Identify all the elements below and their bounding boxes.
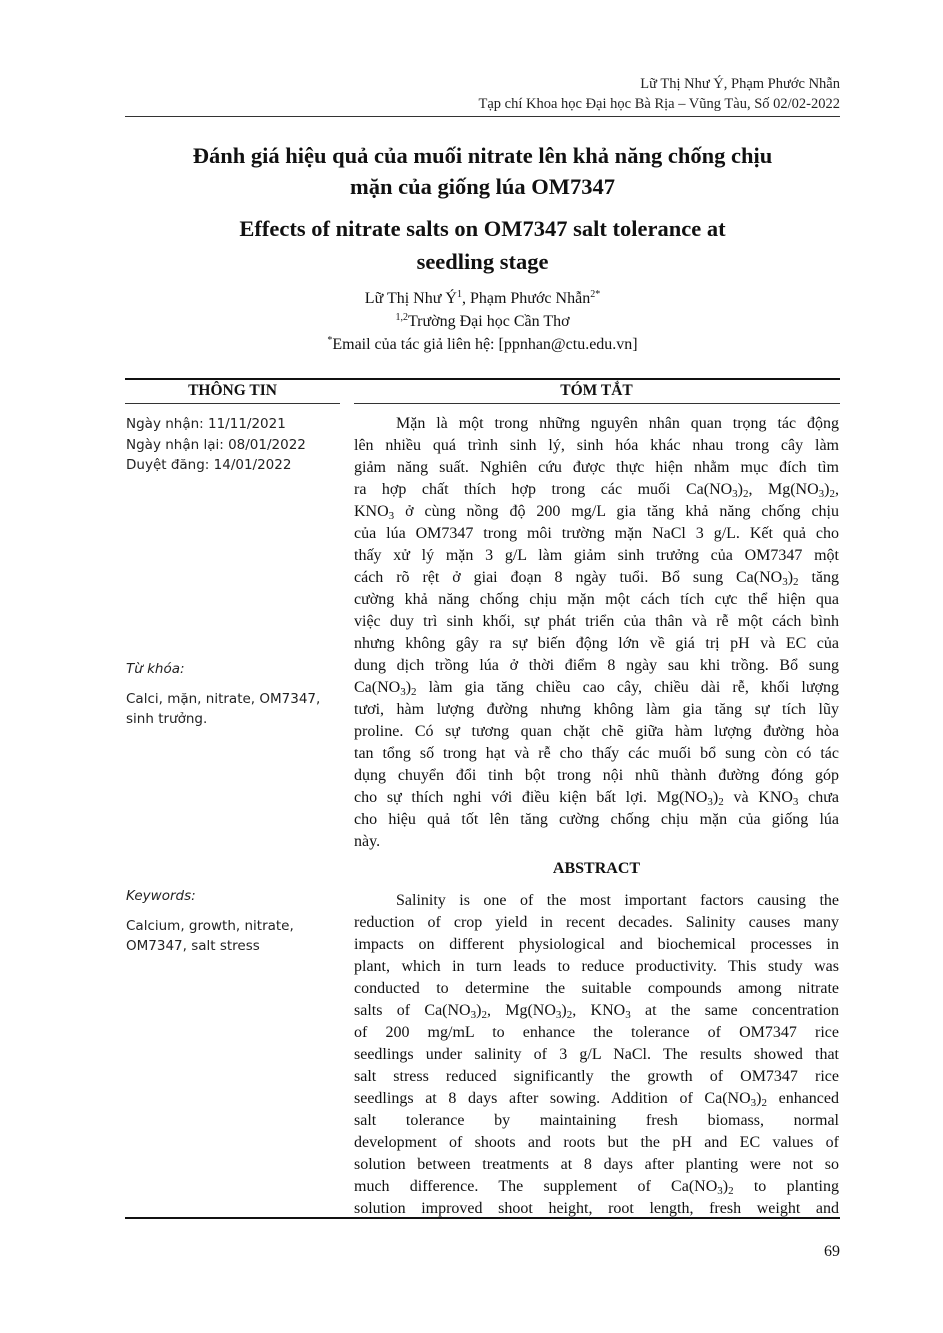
- affiliation: $^{1,2}$Trường Đại học Cần Thơ: [395, 312, 570, 330]
- abstract-line: reduction of crop yield in recent decades. Salinity causes many: [354, 914, 839, 931]
- summary-line: giảm năng suất. Nghiên cứu được thực hiện nhằm mục đích tìm: [354, 459, 839, 476]
- header-journal: Tạp chí Khoa học Đại học Bà Rịa – Vũng Tàu, Số 02/02-2022: [478, 96, 840, 112]
- keywords-vi-text: Calci, mặn, nitrate, OM7347,: [126, 690, 321, 707]
- author-block: [125, 287, 840, 356]
- article-dates: [126, 414, 341, 476]
- column-heading-summary: TÓM TẮT: [560, 382, 633, 399]
- abstract-line: seedlings at 8 days after sowing. Addition of $Ca(NO_3)_2$ enhanced: [354, 1090, 839, 1109]
- summary-line: dụng chuyển đổi tinh bột trong nội nhũ thành đường đóng góp: [354, 767, 839, 784]
- summary-line: nhưng không gây ra sự biến động lớn về giá trị pH và EC của: [354, 635, 839, 652]
- abstract-line: impacts on different physiological and biochemical processes in: [354, 936, 839, 953]
- date-received: Ngày nhận: 11/11/2021: [126, 416, 286, 432]
- summary-line: proline. Có sự tương quan chặt chẽ giữa hàm lượng đường hòa: [354, 723, 839, 740]
- summary-line: lên nhiều quá trình sinh lý, sinh hóa khác nhau trong cây làm: [354, 437, 839, 454]
- summary-line: $Ca(NO_3)_2$ làm gia tăng chiều cao cây, chiều dài rễ, khối lượng: [354, 679, 839, 698]
- summary-line: việc duy trì sinh khối, sự phát triển của thân và rễ một cách bình: [354, 613, 839, 630]
- summary-line: ra hợp chất thích hợp trong các muối $Ca(NO_3)_2$, $Mg(NO_3)_2$,: [354, 481, 839, 500]
- keywords-vi-label: Từ khóa:: [126, 661, 185, 677]
- summary-line: cho hiệu quả tốt lên tăng cường chống chịu mặn của giống lúa: [354, 811, 839, 828]
- title-vi-line: mặn của giống lúa OM7347: [349, 174, 616, 199]
- summary-line: Mặn là một trong những nguyên nhân quan trọng tác động: [396, 415, 839, 432]
- table-bottom-rule: [125, 1217, 840, 1219]
- abstract-line: solution between treatments at 8 days after planting were not so: [354, 1156, 839, 1173]
- summary-line: cách rõ rệt ở giai đoạn 8 ngày tuổi. Bổ sung $Ca(NO_3)_2$ tăng: [354, 569, 840, 588]
- abstract-line: of 200 mg/mL to enhance the tolerance of OM7347 rice: [354, 1024, 839, 1041]
- keywords-vi-text: sinh trưởng.: [126, 711, 208, 727]
- abstract-line: much difference. The supplement of $Ca(NO_3)_2$ to planting: [354, 1178, 840, 1197]
- keywords-vi: [126, 659, 341, 730]
- keywords-en-text: Calcium, growth, nitrate,: [126, 917, 294, 934]
- abstract-english: [354, 890, 839, 1220]
- info-heading-underline: [125, 403, 340, 404]
- date-accepted: Duyệt đăng: 14/01/2022: [126, 457, 292, 473]
- summary-line: tan tổng số trong hạt và rễ cho thấy các muối bổ sung còn có tác: [354, 745, 839, 762]
- column-heading-info: THÔNG TIN: [188, 382, 277, 399]
- header-divider: [125, 116, 840, 117]
- keywords-en: [126, 886, 341, 957]
- summary-line: dung dịch trồng lúa ở thời điểm 8 ngày sau khi trồng. Bổ sung: [354, 657, 839, 674]
- page-number: 69: [824, 1243, 840, 1260]
- abstract-line: salt tolerance by maintaining fresh biomass, normal: [354, 1112, 839, 1129]
- abstract-line: Salinity is one of the most important factors causing the: [396, 892, 839, 909]
- header-authors: Lữ Thị Như Ý, Phạm Phước Nhẫn: [640, 76, 840, 92]
- summary-vietnamese: [354, 413, 839, 853]
- abstract-line: salts of $Ca(NO_3)_2$, $Mg(NO_3)_2$, $KNO_3$ at the same concentration: [354, 1002, 840, 1021]
- abstract-line: conducted to determine the suitable compounds among nitrate: [354, 980, 839, 997]
- abstract-heading: ABSTRACT: [552, 860, 641, 877]
- abstract-line: development of shoots and roots but the pH and EC values of: [354, 1134, 839, 1151]
- title-english: [125, 212, 840, 278]
- corresponding-email: *Email của tác giả liên hệ: [ppnhan@ctu.edu.vn]: [327, 335, 638, 353]
- summary-line: này.: [354, 833, 381, 850]
- summary-line: của lúa OM7347 trong môi trường mặn NaCl 3 g/L. Kết quả cho: [354, 525, 839, 542]
- keywords-en-label: Keywords:: [126, 888, 196, 904]
- summary-line: cường khả năng chống chịu mặn một cách tích cực thể hiện qua: [354, 591, 839, 608]
- title-vietnamese: [125, 140, 840, 202]
- author-names: Lữ Thị Như $Ý^1$, Phạm Phước Nhẫn$^{2*}$: [364, 289, 601, 307]
- summary-heading-underline: [354, 403, 840, 404]
- abstract-line: plant, which in turn leads to reduce productivity. This study was: [354, 958, 839, 975]
- abstract-line: salt stress reduced significantly the growth of OM7347 rice: [354, 1068, 839, 1085]
- abstract-line: seedlings under salinity of 3 g/L NaCl. The results showed that: [354, 1046, 839, 1063]
- date-revised: Ngày nhận lại: 08/01/2022: [126, 436, 306, 453]
- abstract-line: solution improved shoot height, root length, fresh weight and: [354, 1200, 839, 1217]
- summary-line: cho sự thích nghi với điều kiện bất lợi. $Mg(NO_3)_2$ và $KNO_3$ chưa: [354, 789, 840, 808]
- summary-line: tươi, hàm lượng đường nhưng không làm gia tăng sự tích lũy: [354, 701, 839, 718]
- summary-line: $KNO_3$ ở cùng nồng độ 200 mg/L gia tăng khả năng chống chịu: [354, 503, 839, 522]
- keywords-en-text: OM7347, salt stress: [126, 938, 260, 954]
- title-en-line: Effects of nitrate salts on OM7347 salt tolerance at: [239, 216, 726, 241]
- running-header: [478, 74, 840, 114]
- title-en-line: seedling stage: [416, 249, 549, 274]
- title-vi-line: Đánh giá hiệu quả của muối nitrate lên khả năng chống chịu: [192, 143, 773, 168]
- summary-line: thấy xử lý mặn 3 g/L làm giảm sinh trưởng của OM7347 một: [354, 547, 839, 564]
